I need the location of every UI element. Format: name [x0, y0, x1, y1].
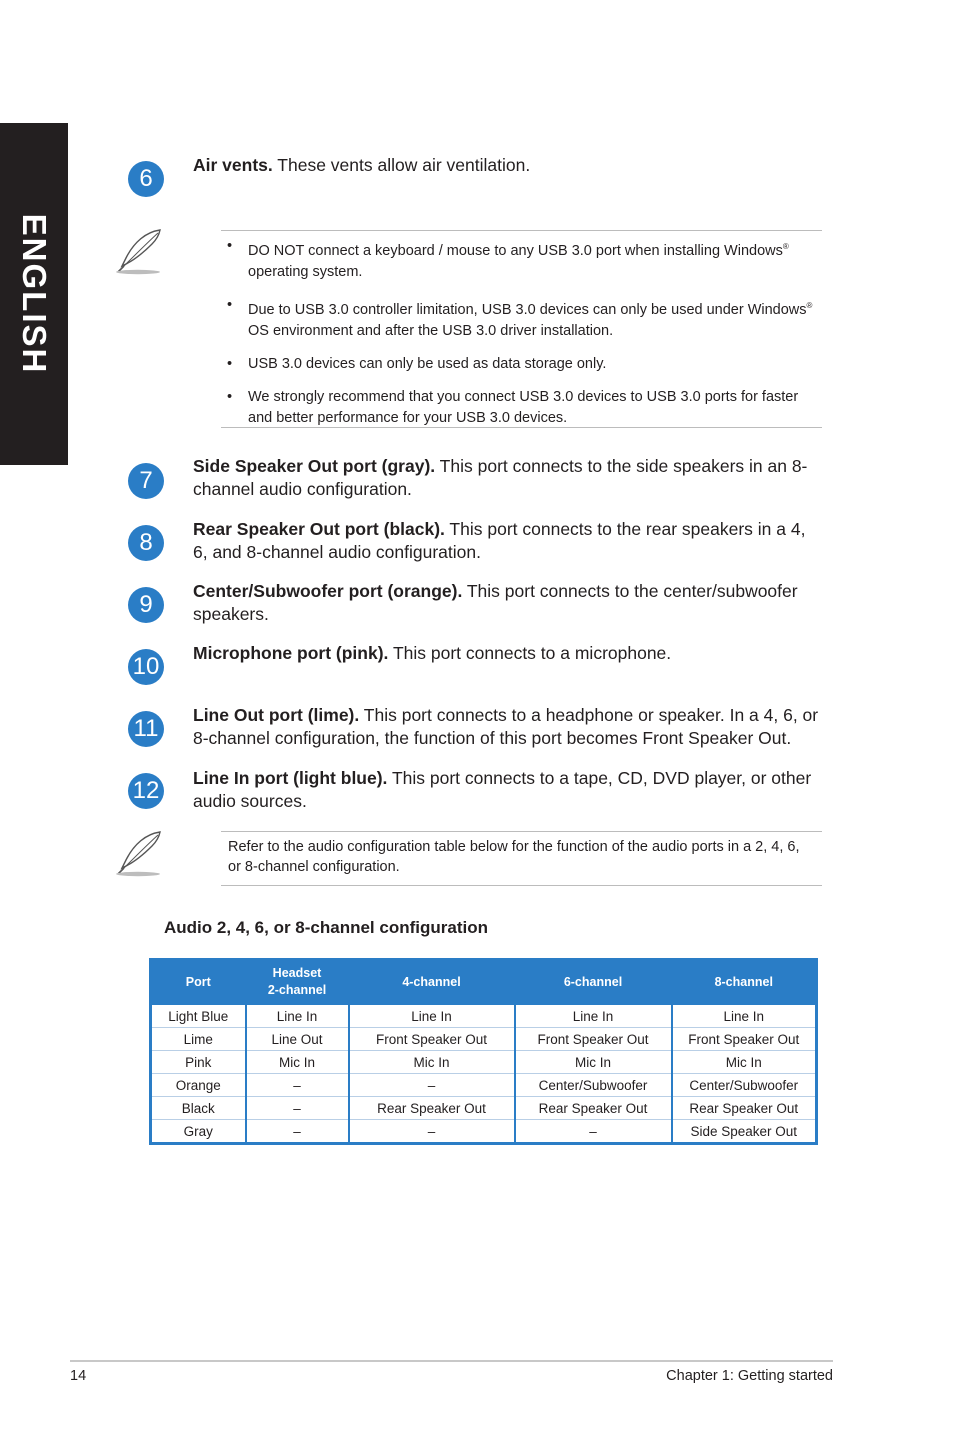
- table-cell: Rear Speaker Out: [515, 1097, 672, 1120]
- column-header-4-channel: 4-channel: [349, 960, 515, 1005]
- table-row: [151, 1028, 817, 1051]
- table-cell: Line Out: [246, 1028, 349, 1051]
- item-rear-speaker: Rear Speaker Out port (black). This port connects to the rear speakers in a 4, 6, and 8-channel audio configuration.: [193, 519, 806, 562]
- callout-number-11: 11: [128, 711, 164, 747]
- table-cell: Center/Subwoofer: [515, 1074, 672, 1097]
- table-cell: Line In: [672, 1004, 817, 1028]
- item-center-subwoofer: Center/Subwoofer port (orange). This port connects to the center/subwoofer speakers.: [193, 581, 798, 624]
- audio-table-note-text: Refer to the audio configuration table below for the function of the audio ports in a 2, 4, 6, or 8-channel configuration.: [228, 839, 800, 875]
- table-cell: Side Speaker Out: [672, 1120, 817, 1144]
- table-cell: –: [349, 1120, 515, 1144]
- feather-pen-icon: [112, 228, 164, 276]
- table-cell: –: [515, 1120, 672, 1144]
- callout-number-10: 10: [128, 649, 164, 685]
- table-row: [151, 1097, 817, 1120]
- item-air-vents: [193, 154, 823, 177]
- audio-config-table: [149, 958, 818, 1145]
- item-text: These vents allow air ventilation.: [272, 155, 531, 175]
- table-cell: –: [246, 1097, 349, 1120]
- table-row: [151, 1074, 817, 1097]
- table-cell: Gray: [151, 1120, 246, 1144]
- table-header-row: [151, 960, 817, 1005]
- table-row: [151, 1051, 817, 1074]
- usb-note-bullet-3: • USB 3.0 devices can only be used as data storage only.: [227, 355, 607, 372]
- table-cell: Front Speaker Out: [672, 1028, 817, 1051]
- language-tab: [0, 123, 68, 465]
- table-cell: Mic In: [246, 1051, 349, 1074]
- chapter-title: Chapter 1: Getting started: [666, 1368, 833, 1384]
- column-header-6-channel: 6-channel: [515, 960, 672, 1005]
- table-cell: –: [349, 1074, 515, 1097]
- item-line-in: Line In port (light blue). This port connects to a tape, CD, DVD player, or other audio sources.: [193, 768, 812, 811]
- table-cell: Pink: [151, 1051, 246, 1074]
- table-title: Audio 2, 4, 6, or 8-channel configuration: [164, 918, 488, 937]
- table-cell: Mic In: [515, 1051, 672, 1074]
- table-cell: –: [246, 1120, 349, 1144]
- table-cell: Mic In: [349, 1051, 515, 1074]
- usb-note: [221, 230, 822, 428]
- table-cell: Orange: [151, 1074, 246, 1097]
- table-cell: Rear Speaker Out: [349, 1097, 515, 1120]
- table-cell: Line In: [349, 1004, 515, 1028]
- table-cell: Rear Speaker Out: [672, 1097, 817, 1120]
- usb-note-bullet-4: • We strongly recommend that you connect USB 3.0 devices to USB 3.0 ports for faster and better performance for your USB 3.0 devices.: [227, 388, 799, 426]
- column-header-port: Port: [151, 960, 246, 1005]
- column-header-8-channel: 8-channel: [672, 960, 817, 1005]
- table-cell: Lime: [151, 1028, 246, 1051]
- table-cell: –: [246, 1074, 349, 1097]
- usb-note-bullet-1: • DO NOT connect a keyboard / mouse to any USB 3.0 port when installing Windows® operating system.: [227, 238, 789, 280]
- usb-note-bullet-2: • Due to USB 3.0 controller limitation, USB 3.0 devices can only be used under Windows® OS environment and after the USB 3.0 driver installation.: [227, 296, 813, 339]
- table-cell: Line In: [246, 1004, 349, 1028]
- table-row: [151, 1004, 817, 1028]
- callout-number-7: 7: [128, 463, 164, 499]
- item-line-out: Line Out port (lime). This port connects to a headphone or speaker. In a 4, 6, or 8-channel configuration, the function of this port becomes Front Speaker Out.: [193, 705, 819, 748]
- callout-number-8: 8: [128, 525, 164, 561]
- table-cell: Line In: [515, 1004, 672, 1028]
- audio-table-note: [221, 831, 822, 886]
- table-cell: Light Blue: [151, 1004, 246, 1028]
- language-tab-label: ENGLISH: [16, 213, 53, 375]
- item-side-speaker: Side Speaker Out port (gray). This port connects to the side speakers in an 8-channel audio configuration.: [193, 456, 808, 499]
- callout-number-9: 9: [128, 587, 164, 623]
- table-cell: Front Speaker Out: [515, 1028, 672, 1051]
- table-cell: Black: [151, 1097, 246, 1120]
- page-number: 14: [70, 1368, 87, 1384]
- table-cell: Center/Subwoofer: [672, 1074, 817, 1097]
- table-cell: Mic In: [672, 1051, 817, 1074]
- callout-number-12: 12: [128, 773, 164, 809]
- column-header-headset: Headset 2-channel: [246, 960, 349, 1005]
- footer-divider: [70, 1360, 833, 1362]
- table-row: [151, 1120, 817, 1144]
- callout-number-6: 6: [128, 161, 164, 197]
- item-title: Air vents.: [193, 155, 273, 175]
- table-cell: Front Speaker Out: [349, 1028, 515, 1051]
- item-microphone: Microphone port (pink). This port connects to a microphone.: [193, 643, 672, 663]
- feather-pen-icon: [112, 830, 164, 878]
